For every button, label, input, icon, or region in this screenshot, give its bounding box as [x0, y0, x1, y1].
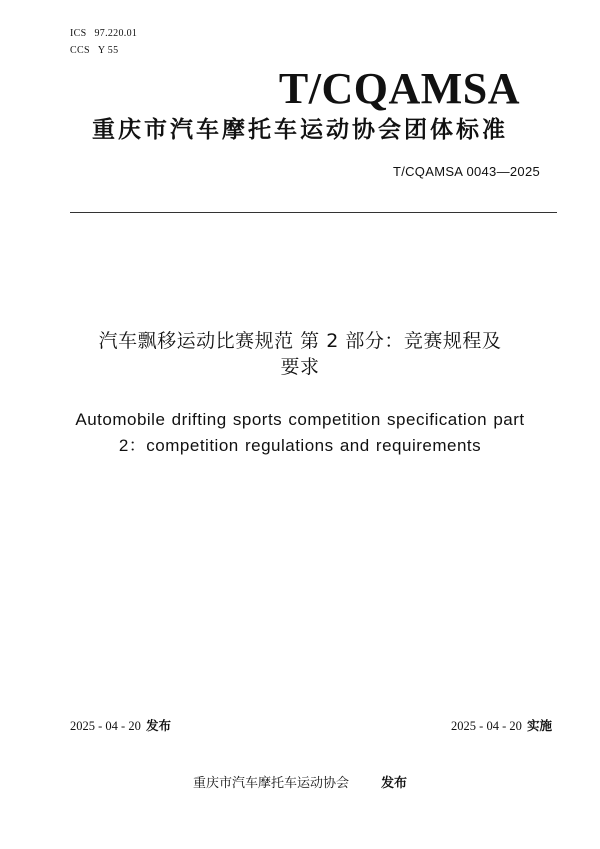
publisher-publish-label: 发布: [381, 776, 408, 791]
ccs-code: Y 55: [97, 45, 119, 56]
implement-date: 2025 - 04 - 20: [451, 719, 522, 733]
chinese-title: [60, 328, 540, 380]
publish-date-label: 发布: [145, 718, 171, 733]
standard-mark: T/CQAMSA: [278, 64, 520, 113]
ics-classification: [70, 28, 137, 40]
english-title-line-2: 2：competition regulations and requirements: [118, 436, 482, 455]
standard-number: T/CQAMSA 0043—2025: [392, 164, 540, 179]
organization-standard-name: 重庆市汽车摩托车运动协会团体标准: [92, 117, 508, 143]
publisher-line: [0, 776, 600, 792]
ics-code: 97.220.01: [94, 28, 138, 39]
ccs-label: CCS: [70, 45, 90, 56]
english-title: [55, 407, 545, 459]
implement-date-label: 实施: [526, 718, 552, 733]
ics-label: ICS: [70, 28, 87, 39]
chinese-title-line-2: 要求: [280, 356, 320, 378]
english-title-line-1: Automobile drifting sports competition specification part: [75, 410, 525, 429]
publisher-name: 重庆市汽车摩托车运动协会: [192, 776, 349, 791]
header-divider: [70, 212, 557, 213]
publish-date: 2025 - 04 - 20: [70, 719, 141, 733]
chinese-title-line-1: 汽车飘移运动比赛规范 第 2 部分：竞赛规程及: [98, 330, 502, 352]
implement-date-line: [451, 718, 552, 734]
publish-date-line: [70, 718, 171, 734]
ccs-classification: [70, 45, 118, 57]
